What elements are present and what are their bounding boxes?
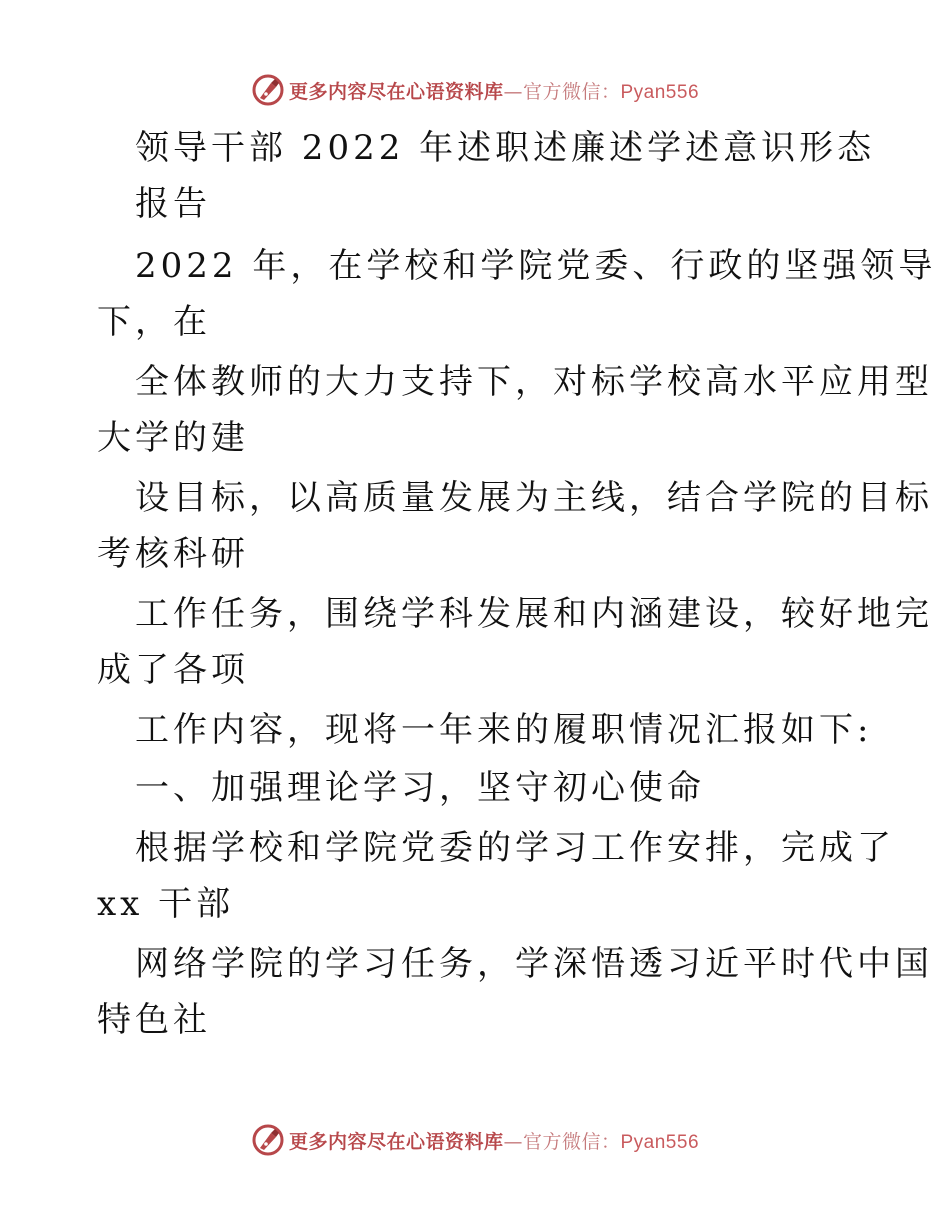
banner-main-text: 更多内容尽在心语资料库	[288, 80, 504, 103]
paragraph-line: 成了各项	[97, 650, 249, 690]
paragraph-line: 2022 年，在学校和学院党委、行政的坚强领导	[135, 246, 937, 286]
banner-dash: —	[503, 80, 523, 103]
paragraph-line: 网络学院的学习任务，学深悟透习近平时代中国	[135, 944, 933, 984]
pen-nib-icon	[251, 1123, 285, 1157]
paragraph-line: 大学的建	[97, 418, 249, 458]
pen-nib-icon	[251, 73, 285, 107]
banner-main-text: 更多内容尽在心语资料库	[288, 1130, 504, 1153]
banner-wechat-id: Pyan556	[620, 1131, 700, 1153]
paragraph-line: 设目标，以高质量发展为主线，结合学院的目标	[135, 478, 933, 518]
paragraph-line: 考核科研	[97, 534, 249, 574]
banner-wechat-label: 官方微信：	[522, 1130, 621, 1153]
header-banner[interactable]	[0, 70, 950, 110]
banner-wechat-label: 官方微信：	[522, 80, 621, 103]
paragraph-line: 下，在	[97, 302, 211, 342]
banner-text	[289, 77, 699, 104]
paragraph-line: xx 干部	[97, 884, 235, 924]
banner-text	[289, 1127, 699, 1154]
doc-title-line-1: 领导干部 2022 年述职述廉述学述意识形态	[135, 128, 876, 168]
paragraph-line: 全体教师的大力支持下，对标学校高水平应用型	[135, 362, 933, 402]
section-heading: 一、加强理论学习，坚守初心使命	[135, 768, 705, 808]
banner-dash: —	[503, 1130, 523, 1153]
paragraph-line: 工作任务，围绕学科发展和内涵建设，较好地完	[135, 594, 933, 634]
footer-banner[interactable]	[0, 1120, 950, 1160]
banner-wechat-id: Pyan556	[620, 81, 700, 103]
doc-title-line-2: 报告	[135, 184, 211, 224]
paragraph-line: 工作内容，现将一年来的履职情况汇报如下:	[135, 710, 873, 750]
paragraph-line: 根据学校和学院党委的学习工作安排，完成了	[135, 828, 895, 868]
paragraph-line: 特色社	[97, 1000, 211, 1040]
